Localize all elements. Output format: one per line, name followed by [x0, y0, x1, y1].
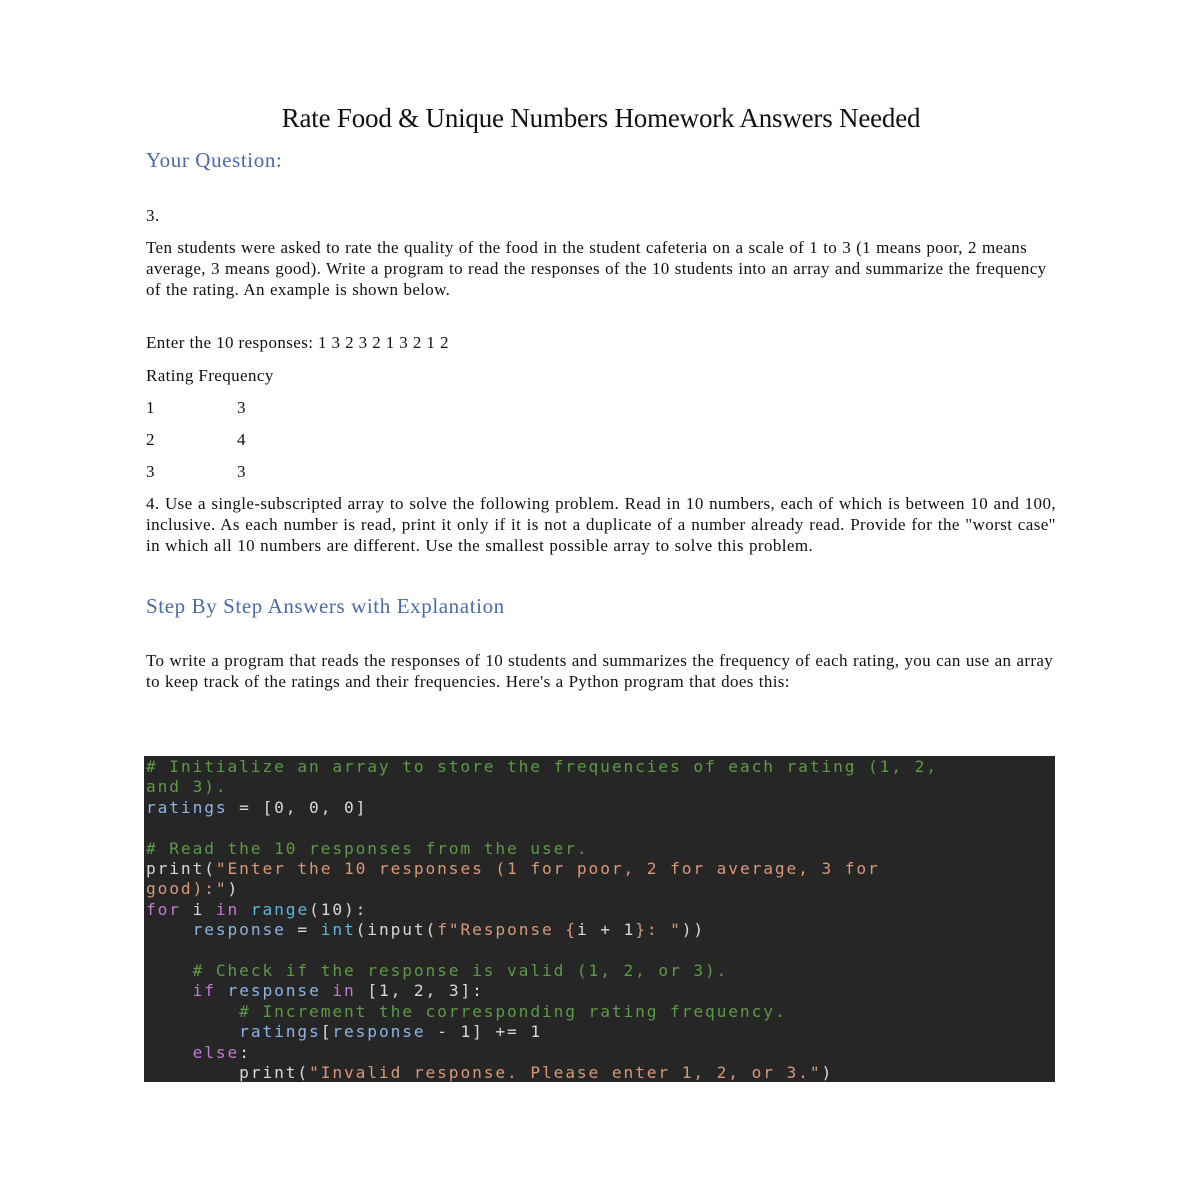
code-token: = — [285, 920, 321, 940]
code-token: [1, 2, 3]: — [355, 981, 484, 1001]
question-heading: Your Question: — [146, 148, 283, 172]
code-token: ( — [355, 920, 368, 940]
code-token: print — [146, 859, 205, 878]
page-title: Rate Food & Unique Numbers Homework Answers Needed — [281, 103, 921, 133]
code-token: # Check if the response is valid (1, 2, or 3). — [192, 961, 729, 980]
code-token: [ — [320, 1022, 333, 1042]
code-line — [146, 920, 705, 940]
code-line — [146, 1063, 833, 1082]
code-token: - 1] += 1 — [425, 1022, 542, 1042]
code-line — [146, 961, 728, 981]
code-token: "Enter the 10 responses (1 for poor, 2 for average, 3 for — [215, 859, 880, 878]
code-token: if — [192, 981, 216, 1001]
code-line — [146, 777, 228, 797]
code-token: ratings — [239, 1022, 321, 1042]
code-token: print — [239, 1063, 298, 1082]
rating-cell: 2 — [146, 430, 155, 449]
code-token — [321, 981, 333, 1000]
code-token: ( — [204, 859, 216, 878]
code-token: int — [320, 920, 356, 940]
code-token: }: " — [635, 920, 682, 940]
code-token: for — [146, 899, 181, 919]
frequency-cell: 3 — [237, 398, 246, 417]
code-token — [146, 1002, 239, 1021]
code-line — [146, 1043, 251, 1063]
code-token: )) — [681, 920, 706, 940]
code-token: ( — [425, 920, 438, 940]
code-token: and 3). — [146, 777, 228, 797]
code-token — [216, 981, 228, 1000]
code-token: in — [332, 981, 356, 1001]
frequency-cell: 3 — [237, 462, 246, 481]
table-header: Rating Frequency — [146, 366, 274, 385]
code-token: "Invalid response. Please enter 1, 2, or 3." — [309, 1063, 822, 1082]
code-token: ( — [297, 1063, 310, 1082]
code-token — [146, 961, 193, 980]
code-token: = [0, 0, 0] — [227, 797, 368, 817]
code-token: response — [192, 920, 286, 940]
code-token: range — [250, 899, 310, 919]
code-token: response — [332, 1022, 426, 1042]
code-token: i — [576, 920, 589, 940]
code-token: f"Response { — [437, 920, 577, 940]
code-line — [146, 757, 938, 777]
example-input: Enter the 10 responses: 1 3 2 3 2 1 3 2 1 2 — [146, 333, 449, 352]
code-token: ) — [227, 879, 240, 899]
code-token — [146, 1022, 239, 1041]
code-token: i — [192, 899, 205, 919]
code-line — [146, 859, 880, 879]
frequency-cell: 4 — [237, 430, 246, 449]
rating-cell: 1 — [146, 398, 155, 417]
code-line — [146, 900, 367, 920]
rating-cell: 3 — [146, 462, 155, 481]
code-line — [146, 879, 239, 899]
code-token: # Initialize an array to store the frequencies of each rating (1, 2, — [146, 757, 938, 776]
question-4-text: 4. Use a single-subscripted array to solve the following problem. Read in 10 numbers, each of which is between 10 and 100, inclusive. As each number is read, print it only if it is not a duplicate of a number already read. Provide for the "worst case" in which all 10 numbers are different. Use the smallest possible array to solve this problem. — [146, 494, 1056, 555]
question-number: 3. — [146, 206, 160, 225]
code-token — [146, 920, 193, 939]
code-token: in — [215, 899, 240, 919]
code-token — [181, 900, 193, 919]
code-token: good):" — [146, 879, 228, 899]
code-token: + 1 — [588, 920, 636, 940]
code-token: else — [192, 1042, 240, 1062]
answer-intro: To write a program that reads the responses of 10 students and summarizes the frequency of each rating, you can use an array to keep track of the ratings and their frequencies. Here's a Python program that does this: — [146, 651, 1054, 691]
code-token: : — [239, 1042, 251, 1062]
code-line — [146, 798, 367, 818]
code-token: input — [367, 920, 426, 940]
code-token: # Increment the corresponding rating frequency. — [239, 1001, 787, 1021]
code-token — [146, 981, 193, 1000]
code-line — [146, 1002, 787, 1022]
code-token: ratings — [146, 797, 228, 817]
code-line — [146, 839, 589, 859]
code-token — [239, 900, 251, 919]
code-token — [146, 1043, 193, 1062]
code-line — [146, 981, 484, 1001]
question-text: Ten students were asked to rate the quality of the food in the student cafeteria on a scale of 1 to 3 (1 means poor, 2 means average, 3 means good). Write a program to read the responses of the 10 students into an array and summarize the frequency of the rating. An example is shown below. — [146, 238, 1047, 299]
code-token: # Read the 10 responses from the user. — [146, 838, 589, 858]
answer-heading: Step By Step Answers with Explanation — [146, 594, 505, 618]
code-token — [204, 900, 216, 919]
code-token — [146, 1063, 239, 1082]
code-token: ) — [821, 1063, 834, 1082]
code-token: (10): — [309, 899, 368, 919]
code-line — [146, 1022, 542, 1042]
code-block — [144, 756, 1055, 1082]
code-token: response — [227, 981, 321, 1001]
